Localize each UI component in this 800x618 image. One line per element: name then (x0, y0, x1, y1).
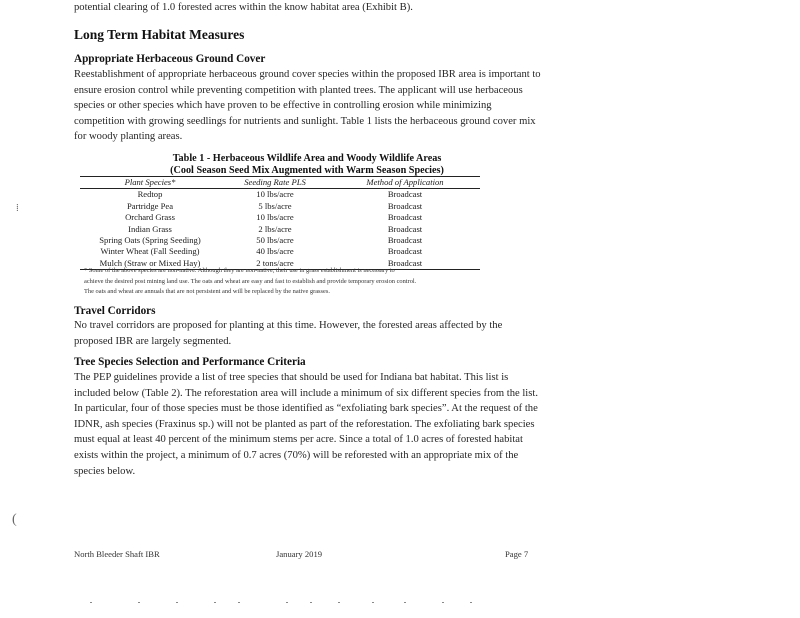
cell-species: Orchard Grass (125, 212, 175, 223)
text-line: included below (Table 2). The reforestation area will include a minimum of six different species from the list. (74, 387, 538, 399)
cell-rate: 40 lbs/acre (256, 246, 294, 257)
ground-cover-heading: Appropriate Herbaceous Ground Cover (74, 53, 266, 65)
cell-rate: 2 lbs/acre (258, 223, 292, 234)
table-row (80, 246, 480, 257)
seed-mix-table (80, 176, 480, 270)
text-line: must equal at least 40 percent of the minimum stems per acre. Since a total of 1.0 acres of forested habitat (74, 434, 523, 446)
cell-method: Broadcast (330, 258, 480, 270)
table-row (80, 189, 480, 201)
table-title-line-2: (Cool Season Seed Mix Augmented with Warm Season Species) (170, 164, 444, 176)
table-row (80, 212, 480, 223)
cell-method: Broadcast (387, 212, 423, 223)
footnote-line: * Some of the above species are non-native. Although they are non-native, their use in grass establishment is necessary to (84, 267, 395, 274)
tree-species-heading: Tree Species Selection and Performance Criteria (74, 356, 306, 368)
text-line: No travel corridors are proposed for planting at this time. However, the forested areas affected by the (74, 320, 503, 331)
travel-corridors-paragraph (74, 318, 548, 349)
text-line: species below. (74, 465, 136, 477)
table-footnote (84, 266, 550, 298)
text-line: species or other species which have proven to be effective in controlling erosion while minimizing (74, 100, 492, 112)
cell-species: Partridge Pea (126, 200, 174, 211)
footnote-line: The oats and wheat are annuals that are not persistent and will be replaced by the native grasses. (84, 288, 330, 295)
cell-species: Indian Grass (128, 223, 172, 234)
text-line: ensure erosion control while preventing competition with planted trees. The applicant will use herbaceous (74, 84, 523, 96)
text-line: exists within the project, a minimum of 0.7 acres (70%) will be reforested with an appropriate mix of the (74, 449, 519, 461)
table-row (80, 201, 480, 212)
text-line: The PEP guidelines provide a list of tree species that should be used for Indiana bat habitat. This list is (74, 372, 509, 383)
cell-method: Broadcast (387, 200, 423, 211)
footnote-line: achieve the desired post mining land use. The oats and wheat are easy and fast to establish and provide temporary erosion control. (84, 277, 417, 285)
cell-method: Broadcast (387, 235, 423, 246)
table-title-line-1: Table 1 - Herbaceous Wildlife Area and Woody Wildlife Areas (172, 153, 442, 164)
table-header-row (80, 177, 480, 189)
travel-corridors-heading: Travel Corridors (74, 305, 156, 317)
text-line: competition with growing seedlings for nutrients and sunlight. Table 1 lists the herbaceous ground cover mix (74, 115, 536, 127)
cell-species: Mulch (Straw or Mixed Hay) (80, 258, 220, 270)
footer-date: January 2019 (276, 549, 323, 559)
scan-artifact-mark: ( (12, 512, 17, 527)
cell-rate: 5 lbs/acre (258, 200, 292, 211)
cell-species: Redtop (137, 189, 163, 200)
ground-cover-paragraph (74, 67, 548, 145)
section-heading: Long Term Habitat Measures (74, 27, 245, 42)
text-line: proposed IBR are largely segmented. (74, 335, 232, 347)
scan-artifact-dot-row (0, 602, 800, 608)
text-line: In particular, four of those species must be those identified as “exfoliating bark species”. At the request of the (74, 403, 538, 415)
header-plant-species: Plant Species* (80, 177, 220, 189)
cell-rate: 10 lbs/acre (256, 212, 294, 223)
footer-project-name: North Bleeder Shaft IBR (74, 549, 160, 559)
tree-species-paragraph (74, 370, 548, 479)
cell-method: Broadcast (387, 246, 423, 257)
cell-species: Spring Oats (Spring Seeding) (99, 235, 201, 246)
footer-page-number: Page 7 (505, 549, 529, 559)
table-row (80, 235, 480, 246)
scan-artifact-mark: ⁞ (16, 203, 19, 214)
text-line: for woody planting areas. (74, 131, 183, 143)
cell-rate: 50 lbs/acre (256, 235, 294, 246)
text-line: IDNR, ash species (Fraxinus sp.) will not be planted as part of the reforestation. The exfoliating bark species (74, 418, 535, 430)
table-title (80, 153, 534, 176)
table-row (80, 224, 480, 235)
cell-species: Winter Wheat (Fall Seeding) (100, 246, 200, 257)
cell-rate: 2 tons/acre (220, 258, 330, 270)
text-line: Reestablishment of appropriate herbaceous ground cover species within the proposed IBR area is important to (74, 69, 541, 80)
header-method: Method of Application (330, 177, 480, 189)
header-seeding-rate: Seeding Rate PLS (220, 177, 330, 189)
cell-method: Broadcast (387, 223, 423, 234)
intro-partial-line: potential clearing of 1.0 forested acres within the know habitat area (Exhibit B). (74, 2, 413, 13)
cell-method: Broadcast (387, 189, 423, 200)
cell-rate: 10 lbs/acre (256, 189, 294, 200)
